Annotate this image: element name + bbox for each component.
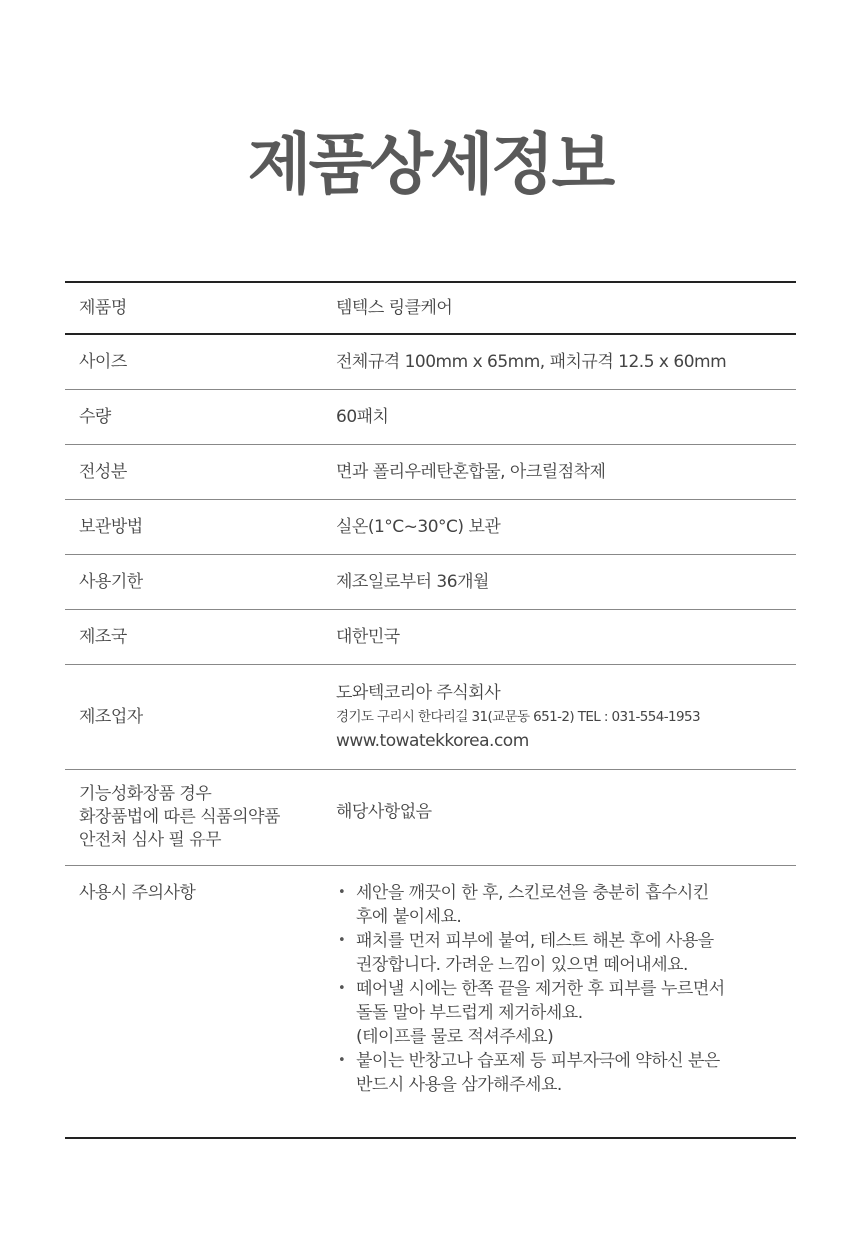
spec-row-size xyxy=(65,335,796,390)
spec-label: 사이즈 xyxy=(79,351,127,372)
spec-value: 제조일로부터 36개월 xyxy=(336,572,489,592)
spec-row-cautions xyxy=(65,866,796,1137)
spec-row-functional-cosmetic xyxy=(65,770,796,866)
spec-value: 면과 폴리우레탄혼합물, 아크릴점착제 xyxy=(336,462,606,482)
spec-row-quantity xyxy=(65,390,796,445)
caution-item: • 패치를 먼저 피부에 붙여, 테스트 해본 후에 사용을 권장합니다. 가려운 느낌이 있으면 떼어내세요. xyxy=(336,929,796,977)
spec-label: 사용시 주의사항 xyxy=(79,883,196,903)
caution-item: • 세안을 깨끗이 한 후, 스킨로션을 충분히 흡수시킨 후에 붙이세요. xyxy=(336,881,796,929)
spec-label: 수량 xyxy=(79,406,111,427)
spec-value: 60패치 xyxy=(336,407,389,427)
spec-row-product-name xyxy=(65,283,796,335)
spec-row-ingredients xyxy=(65,445,796,500)
spec-label: 사용기한 xyxy=(79,571,143,592)
spec-value: 대한민국 xyxy=(336,627,400,647)
spec-row-storage xyxy=(65,500,796,555)
caution-item: • 떼어낼 시에는 한쪽 끝을 제거한 후 피부를 누르면서 돌돌 말아 부드럽게 제거하세요. (테이프를 물로 적셔주세요) xyxy=(336,977,796,1049)
spec-label: 제품명 xyxy=(79,297,127,318)
spec-label: 보관방법 xyxy=(79,516,143,537)
manufacturer-info xyxy=(336,681,796,753)
manufacturer-address: 경기도 구리시 한다리길 31(교문동 651-2) TEL : 031-554-1953 xyxy=(336,709,700,725)
spec-value: 실온(1°C~30°C) 보관 xyxy=(336,517,501,537)
caution-item: • 붙이는 반창고나 습포제 등 피부자극에 약하신 분은 반드시 사용을 삼가해주세요. xyxy=(336,1049,796,1097)
spec-label: 전성분 xyxy=(79,461,127,482)
spec-value: 전체규격 100mm x 65mm, 패치규격 12.5 x 60mm xyxy=(336,352,727,372)
manufacturer-website: www.towatekkorea.com xyxy=(336,731,529,751)
spec-value: 해당사항없음 xyxy=(336,801,432,822)
spec-row-country xyxy=(65,610,796,665)
product-spec-table xyxy=(65,281,796,1139)
cautions-cell xyxy=(336,866,796,1097)
spec-label: 기능성화장품 경우 화장품법에 따른 식품의약품 안전처 심사 필 유무 xyxy=(79,784,280,850)
spec-label: 제조업자 xyxy=(79,706,143,727)
cautions-list xyxy=(336,866,796,1097)
spec-row-manufacturer xyxy=(65,665,796,770)
spec-label: 제조국 xyxy=(79,626,127,647)
manufacturer-name: 도와텍코리아 주식회사 xyxy=(336,683,501,703)
page-title: 제품상세정보 xyxy=(247,126,613,203)
spec-row-expiry xyxy=(65,555,796,610)
spec-value: 템텍스 링클케어 xyxy=(336,298,453,318)
